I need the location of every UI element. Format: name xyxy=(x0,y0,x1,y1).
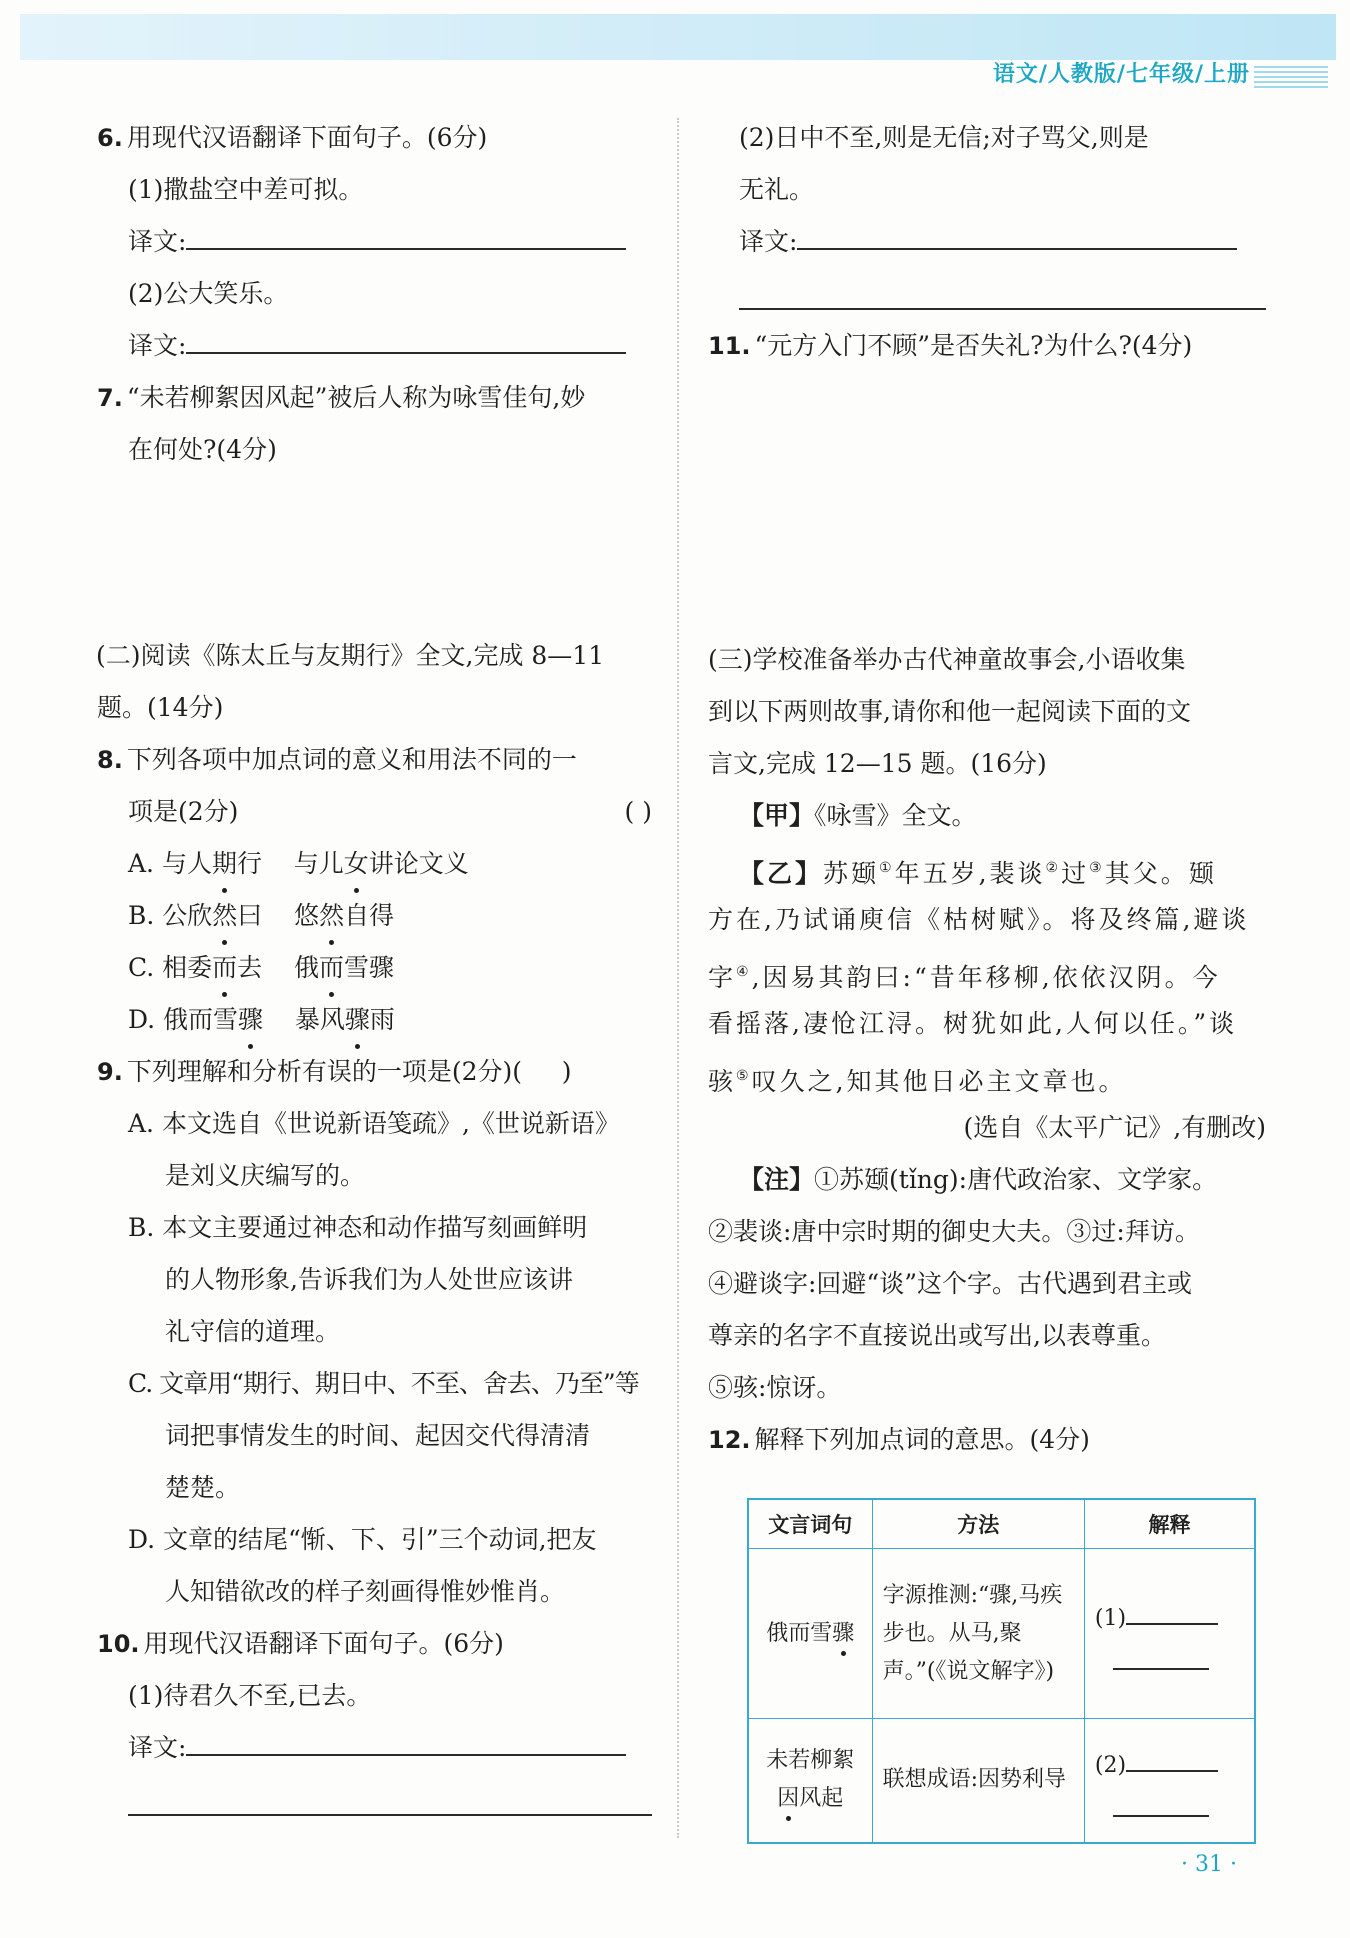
q12-row2-method: 联想成语:因势利导 xyxy=(872,1719,1084,1843)
text-jia: 【甲】《咏雪》全文。 xyxy=(739,801,977,830)
q9-option-d-1[interactable]: D. 文章的结尾“惭、下、引”三个动词,把友 xyxy=(128,1525,597,1554)
q12-title: 12. 解释下列加点词的意思。(4分) xyxy=(708,1425,1090,1454)
q9-option-c-3: 楚楚。 xyxy=(165,1473,241,1502)
notes-line-5: ⑤骇:惊讶。 xyxy=(708,1373,842,1402)
q12-row1-answer[interactable]: (1) xyxy=(1084,1549,1255,1719)
left-column xyxy=(97,112,652,1826)
q6-answer-2: 译文: xyxy=(97,320,652,372)
q9-option-b-3: 礼守信的道理。 xyxy=(165,1317,341,1346)
q6-answer-1-input[interactable] xyxy=(186,220,626,250)
header-stripes xyxy=(1254,66,1328,88)
q10-sentence-2-line-1: (2)日中不至,则是无信;对子骂父,则是 xyxy=(739,123,1149,152)
q10-answer-2-input[interactable] xyxy=(797,220,1237,250)
q10-answer-1-input[interactable] xyxy=(186,1726,626,1756)
table-row xyxy=(748,1719,1255,1843)
sec2-line-2: 题。(14分) xyxy=(97,693,224,722)
right-column xyxy=(708,112,1266,1466)
q9-option-b-2: 的人物形象,告诉我们为人处世应该讲 xyxy=(165,1265,573,1294)
q8-option-b[interactable]: B. 公欣然曰 悠然自得 xyxy=(97,890,652,942)
q10-answer-1: 译文: xyxy=(97,1722,652,1774)
table-row xyxy=(748,1549,1255,1719)
q8-option-a[interactable]: A. 与人期行 与儿女讲论文义 xyxy=(97,838,652,890)
q6-answer-2-input[interactable] xyxy=(186,324,626,354)
q9-option-a-2: 是刘义庆编写的。 xyxy=(165,1161,366,1190)
q10-title: 10. 用现代汉语翻译下面句子。(6分) xyxy=(97,1629,504,1658)
q12-header-method: 方法 xyxy=(872,1499,1084,1549)
q6-sentence-1: (1)撒盐空中差可拟。 xyxy=(128,175,364,204)
header-band xyxy=(20,14,1336,60)
q8-option-d[interactable]: D. 俄而雪骤 暴风骤雨 xyxy=(97,994,652,1046)
notes-line-1: 【注】①苏颋(tǐng):唐代政治家、文学家。 xyxy=(739,1165,1218,1194)
book-label: 语文/人教版/七年级/上册 xyxy=(992,62,1250,87)
q11-title: 11. “元方入门不顾”是否失礼?为什么?(4分) xyxy=(708,331,1193,360)
q10-sentence-1: (1)待君久不至,已去。 xyxy=(128,1681,372,1710)
q10-answer-2: 译文: xyxy=(708,216,1266,268)
q10-answer-1-extra-line[interactable] xyxy=(97,1774,652,1826)
q8-option-c[interactable]: C. 相委而去 俄而雪骤 xyxy=(97,942,652,994)
text-yi-line-5: 骇⑤叹久之,知其他日必主文章也。 xyxy=(708,1067,1127,1096)
q7-line-1: 7. “未若柳絮因风起”被后人称为咏雪佳句,妙 xyxy=(97,383,586,412)
notes-line-4: 尊亲的名字不直接说出或写出,以表尊重。 xyxy=(708,1321,1166,1350)
q11-answer-area[interactable] xyxy=(708,372,1266,634)
q9-option-c-1[interactable]: C. 文章用“期行、期日中、不至、舍去、乃至”等 xyxy=(128,1369,639,1398)
sec3-line-1: (三)学校准备举办古代神童故事会,小语收集 xyxy=(708,645,1186,674)
q8-line-2: 项是(2分) ( ) xyxy=(97,786,652,838)
q8-answer-paren[interactable]: ( ) xyxy=(624,797,652,826)
sec3-line-2: 到以下两则故事,请你和他一起阅读下面的文 xyxy=(708,697,1191,726)
text-source: (选自《太平广记》,有删改) xyxy=(963,1113,1266,1142)
q9-option-a-1[interactable]: A. 本文选自《世说新语笺疏》,《世说新语》 xyxy=(128,1109,620,1138)
q12-header-word: 文言词句 xyxy=(748,1499,872,1549)
q9-option-b-1[interactable]: B. 本文主要通过神态和动作描写刻画鲜明 xyxy=(128,1213,588,1242)
q12-table-header xyxy=(748,1499,1255,1549)
sec2-line-1: (二)阅读《陈太丘与友期行》全文,完成 8—11 xyxy=(96,641,605,670)
notes-line-2: ②裴谈:唐中宗时期的御史大夫。③过:拜访。 xyxy=(708,1217,1200,1246)
q7-line-2: 在何处?(4分) xyxy=(128,435,277,464)
q10-answer-2-extra-line[interactable] xyxy=(708,268,1266,320)
column-divider xyxy=(677,118,679,1838)
q6-answer-1: 译文: xyxy=(97,216,652,268)
q9-option-d-2: 人知错欲改的样子刻画得惟妙惟肖。 xyxy=(165,1577,566,1606)
q12-row2-word: 未若柳絮因风起 xyxy=(748,1719,872,1843)
q8-line-1: 8. 下列各项中加点词的意义和用法不同的一 xyxy=(97,745,577,774)
q12-row2-answer[interactable]: (2) xyxy=(1084,1719,1255,1843)
q9-option-c-2: 词把事情发生的时间、起因交代得清清 xyxy=(165,1421,591,1450)
q12-header-explain: 解释 xyxy=(1084,1499,1255,1549)
text-yi-line-2: 方在,乃试诵庾信《枯树赋》。将及终篇,避谈 xyxy=(708,905,1250,934)
page-number: · 31 · xyxy=(1181,1852,1237,1877)
text-yi-line-4: 看摇落,凄怆江浔。树犹如此,人何以任。”谈 xyxy=(708,1009,1238,1038)
q9-title: 9. 下列理解和分析有误的一项是(2分)( ) xyxy=(97,1057,572,1086)
sec3-line-3: 言文,完成 12—15 题。(16分) xyxy=(708,749,1047,778)
q6-title: 6. 用现代汉语翻译下面句子。(6分) xyxy=(97,123,488,152)
notes-line-3: ④避谈字:回避“谈”这个字。古代遇到君主或 xyxy=(708,1269,1192,1298)
text-yi-line-1: 【乙】苏颋①年五岁,裴谈②过③其父。颋 xyxy=(739,859,1217,888)
q10-sentence-2-line-2: 无礼。 xyxy=(739,175,815,204)
q12-row1-word: 俄而雪骤 xyxy=(748,1549,872,1719)
q12-row1-method: 字源推测:“骤,马疾步也。从马,聚声。”(《说文解字》) xyxy=(872,1549,1084,1719)
q7-answer-area[interactable] xyxy=(97,476,652,630)
text-yi-line-3: 字④,因易其韵曰:“昔年移柳,依依汉阴。今 xyxy=(708,963,1221,992)
q6-sentence-2: (2)公大笑乐。 xyxy=(128,279,289,308)
q12-table xyxy=(747,1498,1256,1844)
